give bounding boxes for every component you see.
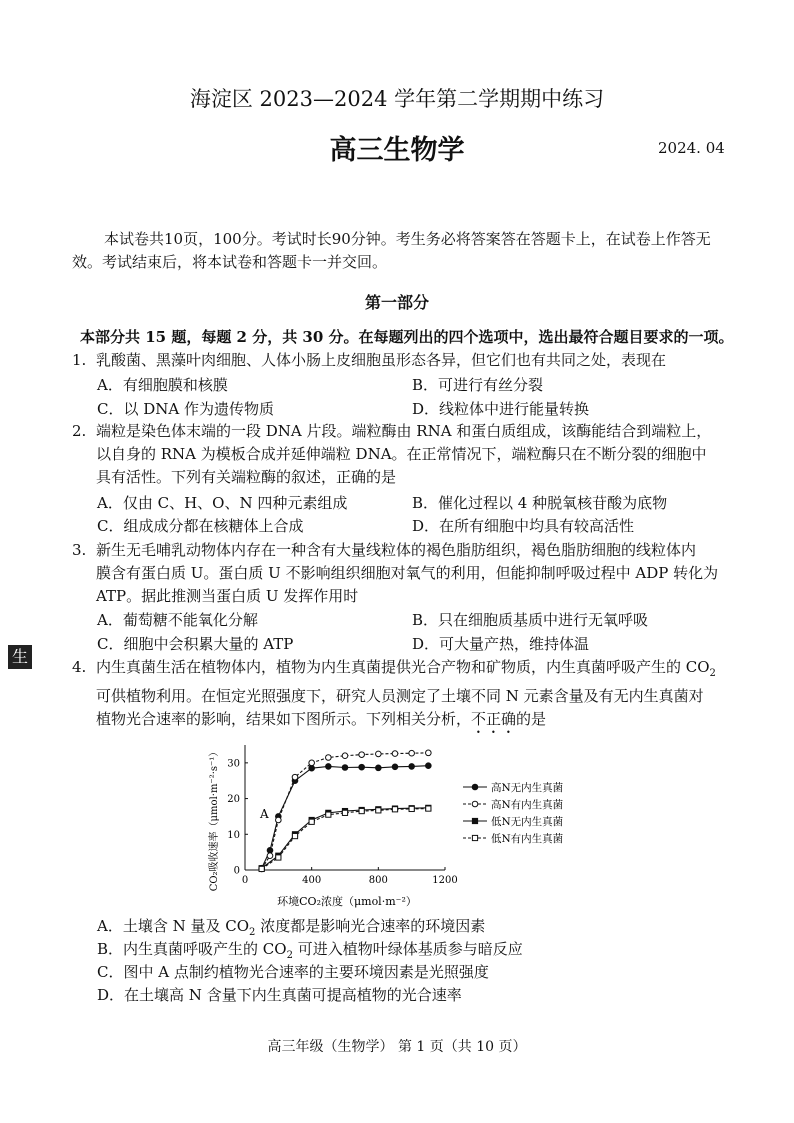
legend-label: 低N无内生真菌 — [491, 816, 564, 828]
q2-option-d[interactable]: D．在所有细胞中均具有较高活性 — [412, 517, 635, 535]
exam-title: 海淀区 2023—2024 学年第二学期期中练习 — [189, 87, 605, 111]
question-stem-line: 膜含有蛋白质 U。蛋白质 U 不影响组织细胞对氧气的利用，但能抑制呼吸过程中 ADP 转化为 — [96, 564, 719, 582]
q3-option-a[interactable]: A．葡萄糖不能氧化分解 — [97, 611, 258, 629]
question-stem-line: 新生无毛哺乳动物体内存在一种含有大量线粒体的褐色脂肪组织，褐色脂肪细胞的线粒体内 — [96, 541, 697, 559]
data-point — [409, 806, 414, 811]
q1-option-d[interactable]: D．线粒体中进行能量转换 — [412, 400, 590, 418]
y-tick-label: 10 — [227, 829, 240, 841]
question-stem-line: 具有活性。下列有关端粒酶的叙述，正确的是 — [96, 468, 397, 486]
data-point — [309, 819, 314, 824]
data-point — [326, 764, 332, 770]
series-line — [262, 809, 429, 869]
subject-side-tag: 生 — [8, 645, 32, 669]
y-tick-label: 20 — [227, 794, 240, 806]
q2-option-a[interactable]: A．仅由 C、H、O、N 四种元素组成 — [97, 494, 348, 512]
data-point — [342, 810, 347, 815]
data-point — [267, 848, 273, 854]
q1-option-b[interactable]: B．可进行有丝分裂 — [412, 376, 544, 394]
point-a-annotation: A — [260, 807, 269, 821]
data-point — [376, 808, 381, 813]
series-line — [262, 766, 429, 869]
legend-marker — [472, 818, 477, 823]
question-stem-line: 植物光合速率的影响，结果如下图所示。下列相关分析， — [96, 710, 472, 728]
data-point — [409, 750, 415, 756]
question-stem-tail: 的是 — [516, 710, 547, 728]
question-stem-line: 以自身的 RNA 为模板合成并延伸端粒 DNA。在正常情况下，端粒酶只在不断分裂的细胞中 — [96, 445, 707, 463]
page-footer: 高三年级（生物学） 第 1 页（共 10 页） — [267, 1039, 527, 1055]
data-point — [359, 752, 365, 758]
question-number: 4. — [72, 658, 87, 676]
subscript: 2 — [249, 927, 256, 938]
question-stem-line: 端粒是染色体末端的一段 DNA 片段。端粒酶由 RNA 和蛋白质组成，该酶能结合到端粒上， — [96, 422, 712, 440]
legend-marker — [472, 801, 478, 807]
intro-paragraph: 本试卷共10页，100分。考试时长90分钟。考生务必将答案答在答题卡上，在试卷上作答无效。考试结束后，将本试卷和答题卡一并交回。 — [72, 230, 711, 271]
question-1 — [72, 349, 720, 372]
q4-option-a[interactable] — [97, 915, 485, 938]
q3-option-d[interactable]: D．可大量产热，维持体温 — [412, 635, 590, 653]
section-instruction: 本部分共 15 题，每题 2 分，共 30 分。在每题列出的四个选项中，选出最符合题目要求的一项。 — [80, 328, 734, 346]
question-number: 3. — [72, 541, 87, 559]
option-text: D．在土壤高 N 含量下内生真菌可提高植物的光合速率 — [97, 986, 462, 1004]
x-tick-label: 800 — [368, 875, 388, 886]
data-point — [376, 751, 382, 757]
y-tick-label: 0 — [233, 865, 240, 877]
q4-option-c[interactable] — [97, 961, 489, 982]
q3-option-b[interactable]: B．只在细胞质基质中进行无氧呼吸 — [412, 611, 649, 629]
question-stem-line: 可供植物利用。在恒定光照强度下，研究人员测定了土壤不同 N 元素含量及有无内生真菌对 — [96, 687, 704, 705]
data-point — [309, 765, 315, 771]
section-title: 第一部分 — [364, 293, 429, 312]
q1-option-c[interactable]: C．以 DNA 作为遗传物质 — [97, 400, 274, 418]
y-axis-label: CO₂吸收速率（μmol·m⁻²·s⁻¹） — [209, 746, 220, 892]
data-point — [392, 807, 397, 812]
subscript: 2 — [709, 668, 716, 679]
data-point — [359, 764, 365, 770]
q1-option-a[interactable]: A．有细胞膜和核膜 — [97, 376, 228, 394]
question-number: 1. — [72, 351, 87, 369]
data-point — [342, 753, 348, 759]
data-point — [392, 764, 398, 770]
option-text: B．内生真菌呼吸产生的 CO — [97, 940, 287, 958]
data-point — [267, 853, 273, 859]
subscript: 2 — [286, 950, 293, 961]
question-4 — [72, 656, 720, 737]
question-stem: 乳酸菌、黑藻叶肉细胞、人体小肠上皮细胞虽形态各异，但它们也有共同之处，表现在 — [96, 351, 667, 369]
data-point — [376, 765, 382, 771]
option-text-tail: 可进入植物叶绿体基质参与暗反应 — [292, 940, 523, 958]
emphasized-word: 不正确 — [471, 710, 517, 728]
q2-option-c[interactable]: C．组成成分都在核糖体上合成 — [97, 517, 304, 535]
question-3 — [72, 539, 720, 608]
data-point — [426, 750, 432, 756]
legend-marker — [472, 784, 478, 790]
legend-label: 高N无内生真菌 — [491, 782, 564, 794]
legend-marker — [472, 835, 477, 840]
option-text: C．图中 A 点制约植物光合速率的主要环境因素是光照强度 — [97, 963, 489, 981]
question-stem-line: ATP。据此推测当蛋白质 U 发挥作用时 — [96, 587, 359, 605]
series-line — [262, 808, 429, 868]
x-tick-label: 400 — [302, 875, 322, 886]
data-point — [292, 774, 298, 780]
data-point — [292, 833, 297, 838]
y-tick-label: 30 — [227, 758, 240, 770]
q3-option-c[interactable]: C．细胞中会积累大量的 ATP — [97, 635, 294, 653]
subject-title: 高三生物学 — [329, 135, 465, 166]
question-2 — [72, 420, 720, 489]
question-stem-line: 内生真菌生活在植物体内，植物为内生真菌提供光合产物和矿物质，内生真菌呼吸产生的 CO — [96, 658, 710, 676]
x-tick-label: 0 — [241, 875, 249, 886]
option-text: A．土壤含 N 量及 CO — [97, 917, 250, 935]
data-point — [409, 764, 415, 770]
data-point — [276, 855, 281, 860]
legend-label: 高N有内生真菌 — [491, 799, 564, 811]
co2-photosynthesis-chart — [205, 735, 595, 910]
x-axis-label: 环境CO₂浓度（μmol·m⁻²） — [277, 895, 417, 908]
exam-date: 2024. 04 — [658, 139, 725, 157]
data-point — [259, 866, 264, 871]
data-point — [342, 765, 348, 771]
data-point — [309, 760, 315, 766]
q4-option-d[interactable] — [97, 984, 462, 1005]
x-tick-label: 1200 — [432, 875, 458, 886]
data-point — [359, 808, 364, 813]
data-point — [426, 806, 431, 811]
legend-label: 低N有内生真菌 — [491, 833, 564, 845]
q4-option-b[interactable] — [97, 938, 523, 961]
q2-option-b[interactable]: B．催化过程以 4 种脱氧核苷酸为底物 — [412, 494, 668, 512]
data-point — [392, 751, 398, 757]
data-point — [276, 817, 282, 823]
data-point — [426, 763, 432, 769]
question-number: 2. — [72, 422, 87, 440]
data-point — [326, 755, 332, 761]
option-text-tail: 浓度都是影响光合速率的环境因素 — [255, 917, 486, 935]
data-point — [326, 812, 331, 817]
chart-legend — [463, 781, 564, 845]
